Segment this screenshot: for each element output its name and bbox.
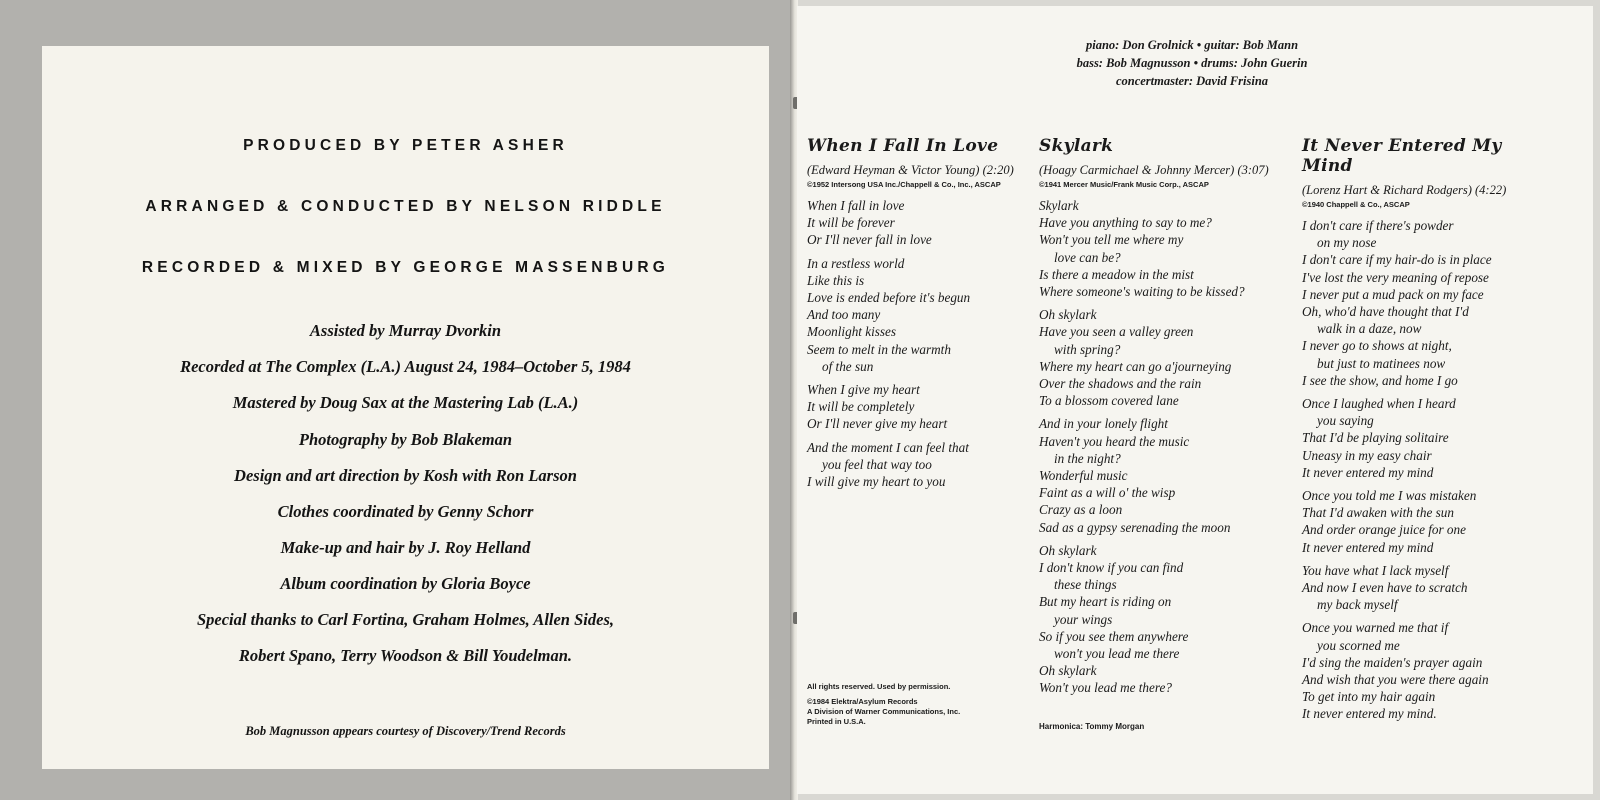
lyric-line: I never put a mud pack on my face bbox=[1302, 286, 1484, 302]
rights-notice bbox=[807, 682, 960, 727]
lyric-line: It never entered my mind bbox=[1302, 464, 1434, 480]
musician-credits bbox=[1027, 36, 1357, 90]
lyric-line: on my nose bbox=[1317, 235, 1377, 251]
credit-line: Photography by Bob Blakeman bbox=[298, 430, 513, 449]
lyric-stanza bbox=[1039, 415, 1299, 535]
left-page bbox=[0, 0, 793, 800]
engineer-credit: RECORDED & MIXED BY GEORGE MASSENBURG bbox=[141, 259, 670, 276]
lyric-line: Oh skylark bbox=[1039, 307, 1097, 323]
lyric-line: I'd sing the maiden's prayer again bbox=[1302, 654, 1483, 670]
credit-line: Clothes coordinated by Genny Schorr bbox=[277, 502, 534, 521]
lyric-line: you saying bbox=[1317, 413, 1374, 429]
lyric-line: Like this is bbox=[807, 272, 865, 288]
lyric-line: Or I'll never give my heart bbox=[807, 416, 948, 432]
right-page bbox=[797, 6, 1593, 794]
lyric-line: It never entered my mind. bbox=[1302, 706, 1437, 722]
lyric-line: It never entered my mind bbox=[1302, 539, 1434, 555]
lyric-line: Skylark bbox=[1039, 198, 1079, 213]
lyric-line: That I'd awaken with the sun bbox=[1302, 505, 1454, 521]
lyric-line: your wings bbox=[1054, 611, 1113, 627]
lyric-stanza bbox=[1302, 395, 1552, 481]
lyric-line: So if you see them anywhere bbox=[1039, 628, 1189, 644]
lyric-stanza bbox=[1302, 487, 1552, 556]
lyric-line: Once you told me I was mistaken bbox=[1302, 488, 1477, 504]
lyric-line: walk in a daze, now bbox=[1317, 321, 1422, 337]
harmonica-credit: Harmonica: Tommy Morgan bbox=[1039, 722, 1145, 731]
lyric-stanza bbox=[1302, 217, 1552, 389]
credit-line: Make-up and hair by J. Roy Helland bbox=[280, 538, 531, 557]
lyric-line: Faint as a will o' the wisp bbox=[1039, 485, 1176, 501]
rights-line: All rights reserved. Used by permission. bbox=[807, 682, 951, 691]
lyric-stanza bbox=[1039, 306, 1299, 409]
lyric-line: And now I even have to scratch bbox=[1302, 580, 1468, 596]
lyric-line: That I'd be playing solitaire bbox=[1302, 430, 1449, 446]
lyric-line: Haven't you heard the music bbox=[1039, 433, 1190, 449]
lyric-line: And wish that you were there again bbox=[1302, 672, 1489, 688]
lyric-line: In a restless world bbox=[807, 255, 905, 271]
lyrics bbox=[807, 197, 1037, 490]
lyric-line: Or I'll never fall in love bbox=[807, 232, 932, 248]
lyric-line: Won't you lead me there? bbox=[1039, 680, 1172, 696]
lyric-line: you scorned me bbox=[1317, 637, 1400, 653]
lyric-line: I've lost the very meaning of repose bbox=[1302, 269, 1489, 285]
song-it-never-entered-my-mind bbox=[1302, 136, 1552, 729]
musician-line: piano: Don Grolnick • guitar: Bob Mann bbox=[1085, 38, 1299, 52]
musician-line: concertmaster: David Frisina bbox=[1115, 74, 1269, 88]
lyric-line: And too many bbox=[807, 307, 881, 323]
lyric-stanza bbox=[1039, 542, 1299, 697]
lyric-stanza bbox=[807, 255, 1037, 375]
lyric-line: but just to matinees now bbox=[1317, 355, 1446, 371]
lyric-line: I don't care if there's powder bbox=[1302, 218, 1454, 233]
lyric-line: And in your lonely flight bbox=[1039, 416, 1168, 432]
credit-line: Robert Spano, Terry Woodson & Bill Youdelman. bbox=[238, 646, 573, 665]
lyric-line: I never go to shows at night, bbox=[1302, 338, 1452, 354]
song-writers: (Hoagy Carmichael & Johnny Mercer) (3:07) bbox=[1039, 163, 1269, 177]
lyric-line: in the night? bbox=[1054, 450, 1121, 466]
lyric-line: Once you warned me that if bbox=[1302, 620, 1449, 636]
lyric-line: Oh, who'd have thought that I'd bbox=[1302, 304, 1469, 320]
song-writers: (Edward Heyman & Victor Young) (2:20) bbox=[807, 163, 1014, 177]
lyric-stanza bbox=[807, 381, 1037, 433]
lyrics bbox=[1039, 197, 1299, 697]
lyric-line: Have you seen a valley green bbox=[1039, 324, 1194, 340]
producer-credit: PRODUCED BY PETER ASHER bbox=[243, 137, 568, 154]
lyric-line: I don't care if my hair-do is in place bbox=[1302, 252, 1492, 268]
lyric-stanza bbox=[1039, 197, 1299, 300]
lyric-line: Where someone's waiting to be kissed? bbox=[1039, 284, 1245, 300]
lyric-line: Over the shadows and the rain bbox=[1039, 376, 1202, 392]
lyric-line: you feel that way too bbox=[822, 456, 932, 472]
lyrics bbox=[1302, 217, 1552, 723]
lyric-line: of the sun bbox=[822, 358, 874, 374]
song-copyright: ©1941 Mercer Music/Frank Music Corp., ASCAP bbox=[1039, 180, 1209, 189]
lyric-stanza bbox=[1302, 562, 1552, 614]
lyric-line: Oh skylark bbox=[1039, 663, 1097, 679]
song-when-i-fall-in-love bbox=[807, 136, 1037, 496]
lyric-line: Moonlight kisses bbox=[807, 324, 897, 340]
lyric-line: It will be completely bbox=[807, 399, 915, 415]
credit-line: Album coordination by Gloria Boyce bbox=[280, 574, 531, 593]
rights-line: Printed in U.S.A. bbox=[807, 717, 866, 726]
rights-line: ©1984 Elektra/Asylum Records bbox=[807, 697, 918, 706]
credits-panel bbox=[42, 46, 769, 769]
lyric-line: But my heart is riding on bbox=[1039, 594, 1172, 610]
song-writers: (Lorenz Hart & Richard Rodgers) (4:22) bbox=[1302, 183, 1507, 197]
lyric-line: Uneasy in my easy chair bbox=[1302, 447, 1432, 463]
song-skylark bbox=[1039, 136, 1299, 703]
lyric-line: Won't you tell me where my bbox=[1039, 232, 1184, 248]
lyric-line: love can be? bbox=[1054, 249, 1121, 265]
lyric-line: Crazy as a loon bbox=[1039, 502, 1123, 518]
lyric-line: with spring? bbox=[1054, 341, 1121, 357]
lyric-line: I don't know if you can find bbox=[1039, 560, 1184, 576]
song-title: Skylark bbox=[1039, 136, 1114, 156]
credit-line: Design and art direction by Kosh with Ron Larson bbox=[234, 466, 577, 485]
lyric-line: my back myself bbox=[1317, 597, 1398, 613]
rights-line: A Division of Warner Communications, Inc. bbox=[807, 707, 961, 716]
lyric-line: Have you anything to say to me? bbox=[1039, 215, 1212, 231]
lyric-line: I will give my heart to you bbox=[807, 474, 946, 490]
musician-line: bass: Bob Magnusson • drums: John Guerin bbox=[1076, 56, 1308, 70]
lyric-line: When I fall in love bbox=[807, 198, 905, 213]
credit-line: Mastered by Doug Sax at the Mastering Lab (L.A.) bbox=[232, 393, 579, 412]
song-copyright: ©1952 Intersong USA Inc./Chappell & Co., Inc., ASCAP bbox=[807, 180, 1001, 189]
lyric-line: Wonderful music bbox=[1039, 468, 1128, 484]
song-title: When I Fall In Love bbox=[807, 136, 999, 156]
lyric-stanza bbox=[807, 439, 1037, 491]
song-copyright: ©1940 Chappell & Co., ASCAP bbox=[1302, 200, 1410, 209]
arranger-credit: ARRANGED & CONDUCTED BY NELSON RIDDLE bbox=[145, 198, 666, 215]
lyric-line: won't you lead me there bbox=[1054, 646, 1180, 662]
lyric-line: Love is ended before it's begun bbox=[807, 290, 971, 306]
lyric-line: these things bbox=[1054, 577, 1117, 593]
courtesy-note: Bob Magnusson appears courtesy of Discovery/Trend Records bbox=[245, 724, 566, 738]
credit-line: Special thanks to Carl Fortina, Graham Holmes, Allen Sides, bbox=[196, 610, 614, 629]
lyric-line: Oh skylark bbox=[1039, 542, 1097, 558]
lyric-line: To get into my hair again bbox=[1302, 689, 1436, 705]
lyric-line: And order orange juice for one bbox=[1302, 522, 1466, 538]
lyric-line: It will be forever bbox=[807, 215, 895, 231]
credit-line: Recorded at The Complex (L.A.) August 24, 1984–October 5, 1984 bbox=[180, 357, 631, 376]
lyric-stanza bbox=[1302, 619, 1552, 722]
lyric-line: Once I laughed when I heard bbox=[1302, 396, 1456, 412]
lyric-line: Seem to melt in the warmth bbox=[807, 341, 951, 357]
lyric-line: Sad as a gypsy serenading the moon bbox=[1039, 519, 1231, 535]
lyric-stanza bbox=[807, 197, 1037, 249]
lyric-line: And the moment I can feel that bbox=[807, 439, 969, 455]
lyric-line: I see the show, and home I go bbox=[1302, 372, 1458, 388]
song-title: It Never Entered My Mind bbox=[1302, 136, 1502, 176]
lyric-line: You have what I lack myself bbox=[1302, 562, 1449, 578]
lyric-line: Where my heart can go a'journeying bbox=[1039, 358, 1232, 374]
lyric-line: Is there a meadow in the mist bbox=[1039, 266, 1194, 282]
lyric-line: To a blossom covered lane bbox=[1039, 393, 1179, 409]
credit-line: Assisted by Murray Dvorkin bbox=[309, 321, 502, 340]
lyric-line: When I give my heart bbox=[807, 382, 920, 398]
